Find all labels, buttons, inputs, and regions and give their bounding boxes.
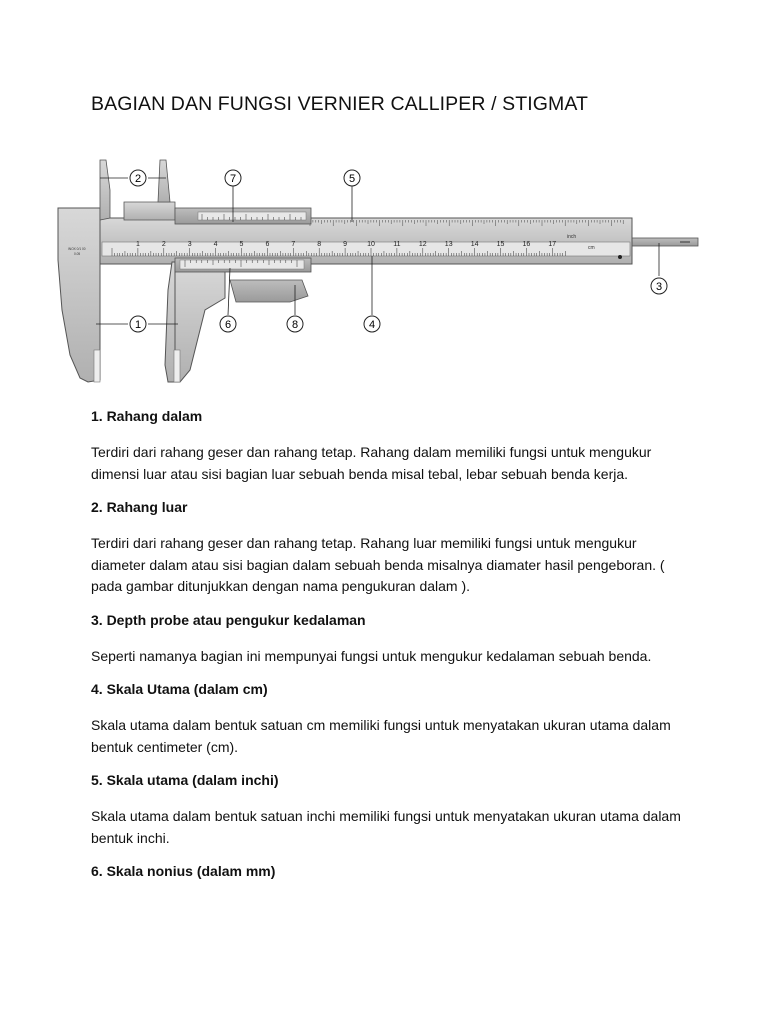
cm-scale-number: 17 bbox=[548, 241, 557, 248]
cm-scale-number: 12 bbox=[418, 241, 427, 248]
callout-4 bbox=[364, 316, 380, 332]
cm-scale-number: 7 bbox=[291, 241, 296, 248]
depth-probe bbox=[632, 238, 698, 246]
callout-2 bbox=[130, 170, 146, 186]
callout-6 bbox=[220, 316, 236, 332]
cm-scale-number: 8 bbox=[317, 241, 322, 248]
section-heading: 2. Rahang luar bbox=[91, 499, 188, 515]
svg-text:inch: inch bbox=[567, 234, 577, 240]
callout-7 bbox=[225, 170, 241, 186]
section-skala-nonius bbox=[91, 862, 691, 880]
cm-scale-number: 11 bbox=[393, 241, 401, 248]
section-heading: 3. Depth probe atau pengukur kedalaman bbox=[91, 611, 366, 628]
cm-scale-number: 3 bbox=[187, 241, 192, 248]
callout-3 bbox=[651, 278, 667, 294]
callout-1 bbox=[130, 316, 146, 332]
cm-scale-number: 4 bbox=[213, 241, 218, 248]
cm-scale-number: 15 bbox=[496, 241, 505, 248]
section-depth-probe bbox=[91, 611, 691, 668]
cm-scale-number: 16 bbox=[522, 241, 531, 248]
section-heading: 6. Skala nonius (dalam mm) bbox=[91, 863, 276, 879]
svg-text:8: 8 bbox=[291, 319, 299, 331]
cm-scale-number: 6 bbox=[265, 241, 270, 248]
svg-text:4: 4 bbox=[368, 319, 376, 331]
section-skala-utama-inchi bbox=[91, 771, 691, 849]
cm-scale-number: 10 bbox=[367, 241, 375, 248]
cm-scale-number: 9 bbox=[343, 241, 348, 248]
document-body bbox=[91, 407, 691, 897]
svg-text:0.05: 0.05 bbox=[74, 252, 81, 256]
callout-5 bbox=[344, 170, 360, 186]
section-rahang-dalam bbox=[91, 407, 691, 485]
section-rahang-luar bbox=[91, 498, 691, 598]
svg-text:1: 1 bbox=[134, 319, 142, 331]
svg-text:cm: cm bbox=[588, 245, 595, 251]
section-body: Terdiri dari rahang geser dan rahang tetap. Rahang luar memiliki fungsi untuk mengukur diameter dalam atau sisi bagian dalam sebuah benda misalnya diamater hasil pengeboran. ( pada gambar ditunjukkan dengan nama pengukuran dalam ). bbox=[91, 535, 665, 594]
cm-scale-number: 1 bbox=[135, 241, 140, 248]
cm-scale-number: 2 bbox=[161, 241, 166, 248]
callout-8 bbox=[287, 316, 303, 332]
section-body: Skala utama dalam bentuk satuan cm memiliki fungsi untuk menyatakan ukuran utama dalam bentuk centimeter (cm). bbox=[91, 717, 671, 755]
svg-text:3: 3 bbox=[655, 281, 663, 293]
svg-text:7: 7 bbox=[229, 173, 237, 185]
page-title: BAGIAN DAN FUNGSI VERNIER CALLIPER / STIGMAT bbox=[91, 93, 589, 115]
section-body: Skala utama dalam bentuk satuan inchi memiliki fungsi untuk menyatakan ukuran utama dalam bentuk inchi. bbox=[91, 808, 681, 846]
svg-text:5: 5 bbox=[348, 173, 356, 185]
main-beam bbox=[100, 218, 632, 264]
section-body: Terdiri dari rahang geser dan rahang tetap. Rahang dalam memiliki fungsi untuk mengukur dimensi luar atau sisi bagian luar sebuah benda misal tebal, lebar sebuah benda kerja. bbox=[91, 444, 652, 482]
section-heading: 1. Rahang dalam bbox=[91, 408, 203, 424]
svg-text:INOX 0/1 00: INOX 0/1 00 bbox=[68, 247, 86, 251]
cm-scale-number: 5 bbox=[239, 241, 244, 248]
cm-scale-number: 14 bbox=[470, 241, 479, 248]
fixed-jaw bbox=[58, 160, 110, 382]
vernier-caliper-figure bbox=[40, 150, 710, 395]
svg-text:6: 6 bbox=[224, 319, 232, 331]
cm-scale-number: 13 bbox=[444, 241, 453, 248]
section-heading: 5. Skala utama (dalam inchi) bbox=[91, 772, 279, 788]
section-skala-utama-cm bbox=[91, 680, 691, 758]
section-heading: 4. Skala Utama (dalam cm) bbox=[91, 681, 268, 697]
svg-text:2: 2 bbox=[134, 173, 142, 185]
section-body: Seperti namanya bagian ini mempunyai fungsi untuk mengukur kedalaman sebuah benda. bbox=[91, 647, 652, 664]
